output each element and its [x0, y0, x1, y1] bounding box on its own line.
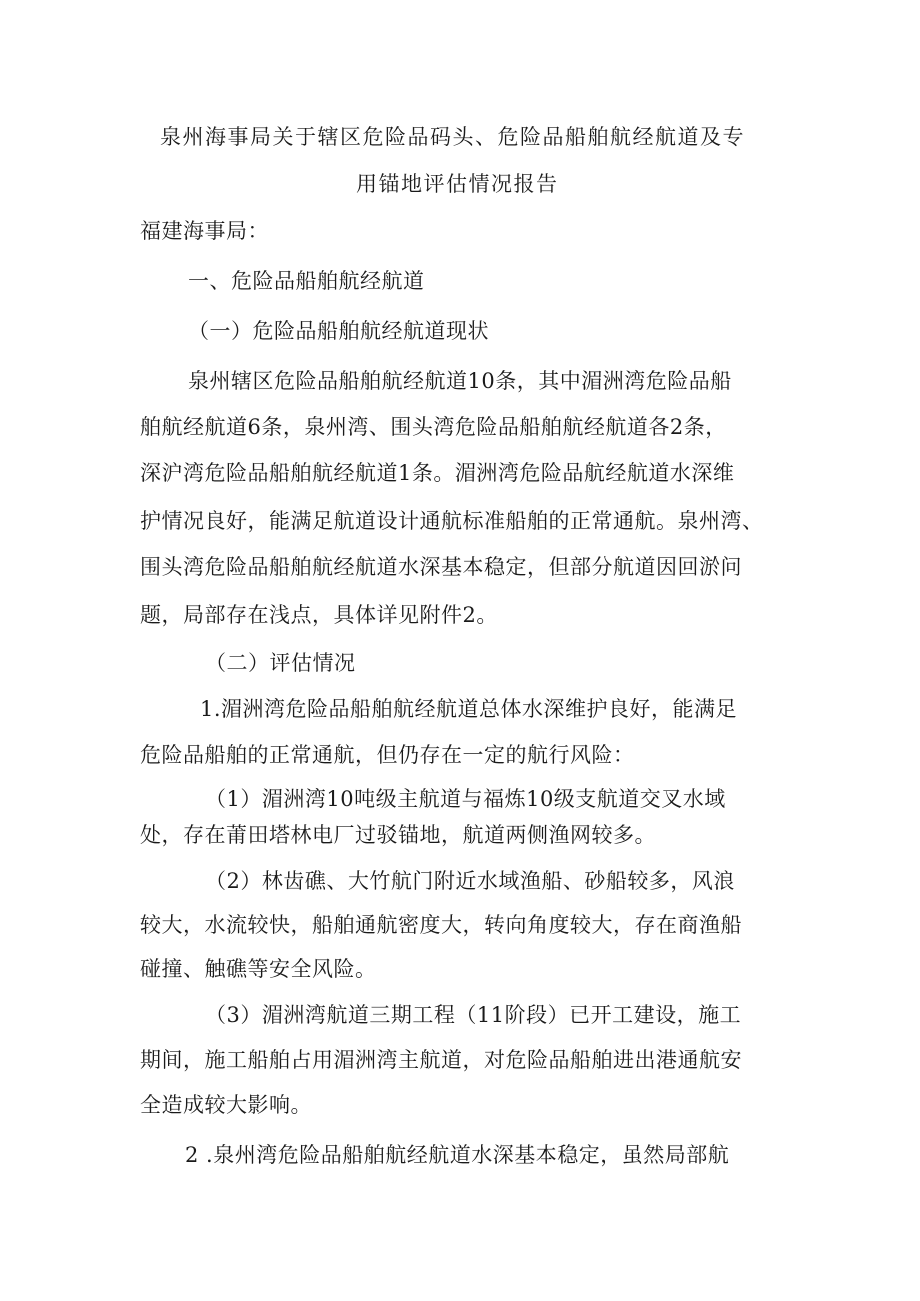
risk-item-3-line: 全造成较大影响。 — [140, 1093, 312, 1117]
subsection-heading-1: （一）危险品船舶航经航道现状 — [188, 319, 489, 343]
risk-item-3-line: 期间，施工船舶占用湄洲湾主航道，对危险品船舶进出港通航安 — [140, 1048, 742, 1072]
section-heading-1: 一、危险品船舶航经航道 — [188, 269, 425, 293]
list-item-1-line: 危险品船舶的正常通航，但仍存在一定的航行风险： — [140, 743, 635, 767]
risk-item-2-line: （2）林齿礁、大竹航门附近水域渔船、砂船较多，风浪 — [205, 869, 735, 893]
subsection-heading-2: （二）评估情况 — [205, 651, 356, 675]
paragraph-line: 舶航经航道6条，泉州湾、围头湾危险品船舶航经航道各2条， — [140, 415, 727, 439]
list-item-1-line: 1.湄洲湾危险品船舶航经航道总体水深维护良好，能满足 — [200, 697, 738, 721]
risk-item-1-line: 处，存在莆田塔林电厂过驳锚地，航道两侧渔网较多。 — [140, 823, 656, 847]
risk-item-2-line: 碰撞、触礁等安全风险。 — [140, 957, 377, 981]
paragraph-line: 题，局部存在浅点，具体详见附件2。 — [140, 603, 498, 627]
title-line-2: 用锚地评估情况报告 — [356, 172, 559, 196]
salutation: 福建海事局： — [140, 219, 269, 243]
risk-item-1-line: （1）湄洲湾10吨级主航道与福炼10级支航道交叉水域 — [205, 787, 726, 811]
paragraph-line: 护情况良好，能满足航道设计通航标准船舶的正常通航。泉州湾、 — [140, 509, 764, 533]
risk-item-2-line: 较大，水流较快，船舶通航密度大，转向角度较大，存在商渔船 — [140, 913, 742, 937]
paragraph-line: 泉州辖区危险品船舶航经航道10条，其中湄洲湾危险品船 — [188, 369, 732, 393]
risk-item-3-line: （3）湄洲湾航道三期工程（11阶段）已开工建设，施工 — [205, 1003, 742, 1027]
paragraph-line: 围头湾危险品船舶航经航道水深基本稳定，但部分航道因回淤问 — [140, 555, 742, 579]
list-item-2-line: 2 .泉州湾危险品船舶航经航道水深基本稳定，虽然局部航 — [185, 1143, 730, 1167]
title-line-1: 泉州海事局关于辖区危险品码头、危险品船舶航经航道及专 — [160, 125, 745, 149]
paragraph-line: 深沪湾危险品船舶航经航道1条。湄洲湾危险品航经航道水深维 — [140, 461, 735, 485]
